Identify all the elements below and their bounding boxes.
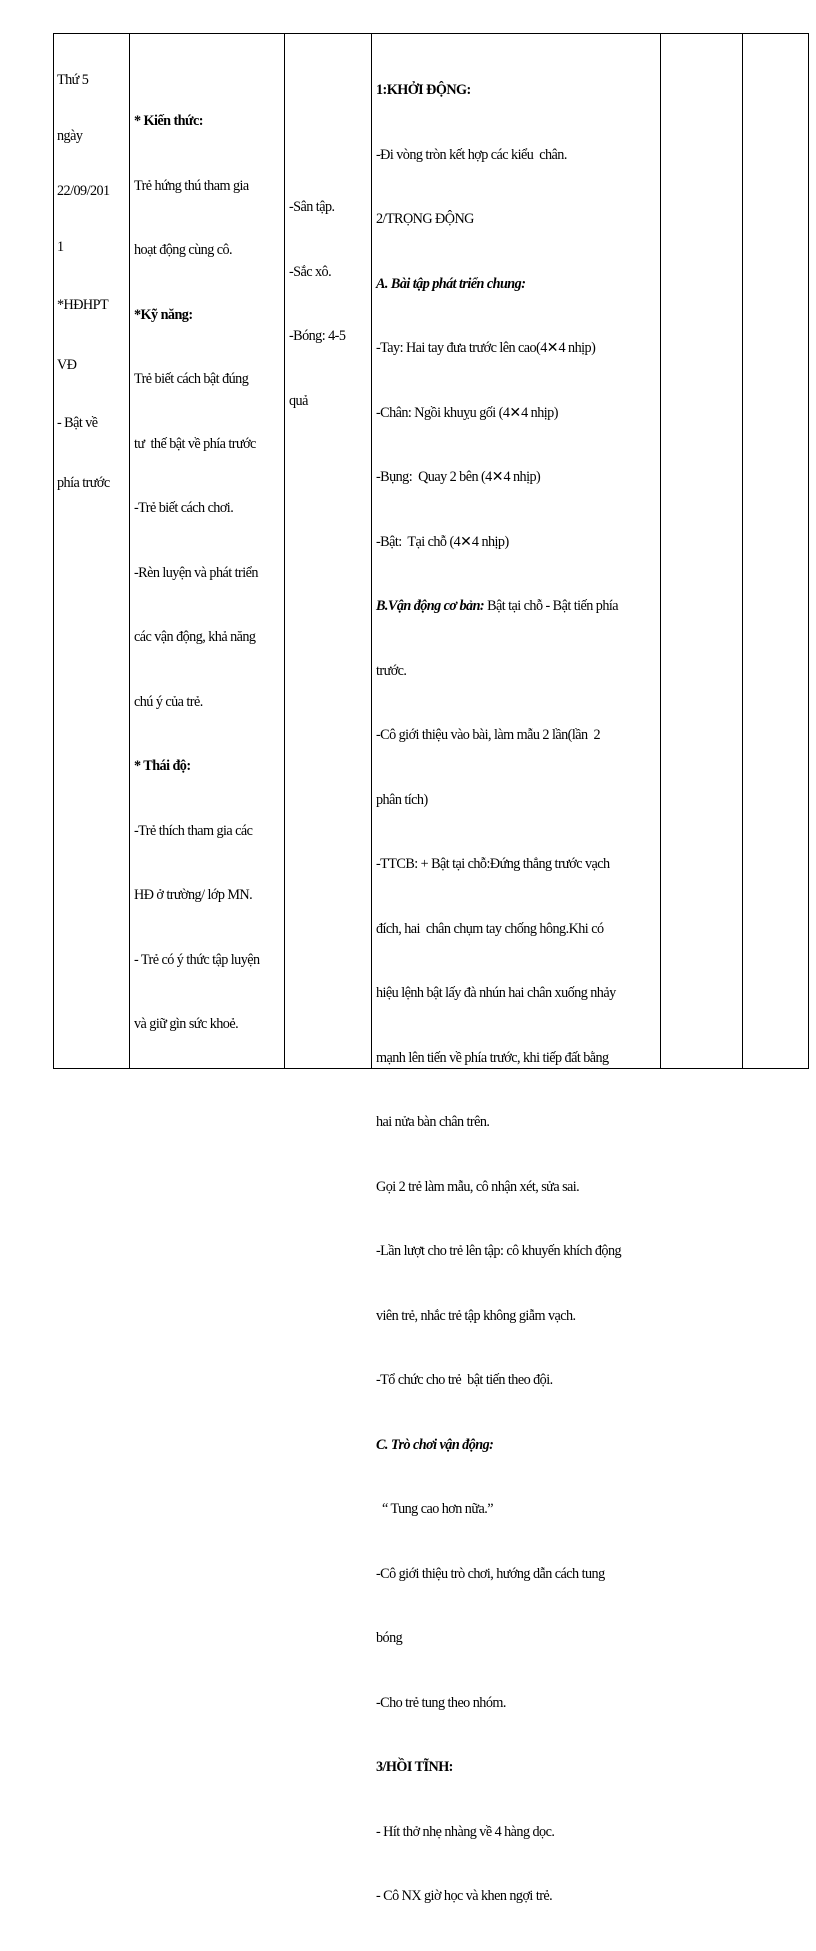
text-line: phía trước [57, 475, 110, 491]
text-line: -TTCB: + Bật tại chỗ:Đứng thẳng trước vạch [376, 856, 610, 872]
text-line: -Trẻ biết cách chơi. [134, 500, 234, 516]
text-line: -Đi vòng tròn kết hợp các kiểu chân. [376, 146, 567, 163]
materials-column [285, 34, 372, 1068]
line-part: Bật tại chỗ - Bật tiến phía [484, 598, 619, 614]
text-line: -Sắc xô. [289, 263, 332, 280]
line-part: 4 nhịp) [558, 340, 596, 356]
text-line: Gọi 2 trẻ làm mẫu, cô nhận xét, sửa sai. [376, 1178, 580, 1195]
heading-game: C. Trò chơi vận động: [376, 1436, 494, 1453]
text-line: HĐ ở trường/ lớp MN. [134, 887, 253, 903]
text-line: hai nửa bàn chân trên. [376, 1114, 490, 1130]
text-line: Thứ 5 [57, 72, 89, 88]
date-activity-column [54, 34, 130, 1068]
heading-cooldown: 3/HỒI TĨNH: [376, 1759, 453, 1775]
text-line: đích, hai chân chụm tay chống hông.Khi có [376, 920, 604, 937]
empty-column-6 [743, 34, 810, 1068]
text-line: -Cho trẻ tung theo nhóm. [376, 1694, 506, 1711]
text-line [376, 403, 621, 425]
lesson-table [53, 33, 809, 1904]
text-line: chú ý của trẻ. [134, 693, 203, 710]
procedure-column [372, 34, 661, 1904]
line-part: -Tay: Hai tay đưa trước lên cao(4 [376, 340, 547, 356]
text-line: viên trẻ, nhắc trẻ tập không giẫm vạch. [376, 1307, 576, 1324]
materials-text [289, 154, 345, 455]
times-icon: ✕ [491, 469, 504, 485]
text-line: -Trẻ thích tham gia các [134, 822, 253, 839]
text-line: -Tổ chức cho trẻ bật tiến theo đội. [376, 1372, 553, 1388]
text-line: phân tích) [376, 791, 428, 808]
times-icon: ✕ [546, 340, 559, 356]
text-line [376, 596, 621, 618]
line-part: -Chân: Ngồi khuỵu gối (4 [376, 404, 510, 421]
text-line [376, 467, 621, 489]
heading-general-exercise: A. Bài tập phát triển chung: [376, 275, 526, 292]
date-activity-text [57, 34, 110, 532]
procedure-text [376, 37, 621, 1951]
text-line: 1 [57, 238, 64, 255]
text-line [376, 532, 621, 554]
text-line: mạnh lên tiến về phía trước, khi tiếp đất bằng [376, 1049, 609, 1066]
text-line: tư thế bật về phía trước [134, 435, 256, 452]
line-part: -Bật: Tại chỗ (4 [376, 533, 461, 550]
text-line: - Hít thở nhẹ nhàng về 4 hàng dọc. [376, 1823, 555, 1840]
times-icon: ✕ [509, 404, 522, 421]
text-line: - Trẻ có ý thức tập luyện [134, 951, 260, 968]
text-line: các vận động, khả năng [134, 629, 256, 645]
text-line: -Cô giới thiệu trò chơi, hướng dẫn cách tung [376, 1565, 605, 1582]
objectives-column [130, 34, 285, 1068]
text-line: VĐ [57, 357, 77, 373]
text-line: - Cô NX giờ học và khen ngợi trẻ. [376, 1888, 553, 1904]
text-line: quả [289, 392, 308, 409]
text-line: trước. [376, 662, 407, 679]
line-part: 4 nhịp) [503, 469, 541, 485]
text-line: bóng [376, 1630, 403, 1646]
text-line: -Sân tập. [289, 199, 335, 215]
text-line [376, 338, 621, 360]
text-line: 22/09/201 [57, 183, 110, 199]
text-line: *HĐHPT [57, 297, 109, 313]
heading-basic-movement: B.Vận động cơ bản: [376, 598, 485, 614]
times-icon: ✕ [460, 533, 472, 550]
line-part: -Bụng: Quay 2 bên (4 [376, 469, 492, 485]
text-line: - Bật về [57, 415, 98, 431]
text-line: ngày [57, 127, 83, 144]
text-line: và giữ gìn sức khoẻ. [134, 1016, 239, 1032]
line-part: 4 nhịp) [521, 404, 558, 421]
text-line: Trẻ hứng thú tham gia [134, 177, 249, 194]
heading-skills: *Kỹ năng: [134, 306, 193, 323]
text-line: “ Tung cao hơn nữa.” [376, 1501, 493, 1517]
text-line: hoạt động cùng cô. [134, 242, 233, 258]
text-line: -Cô giới thiệu vào bài, làm mẫu 2 lần(lần 2 [376, 727, 601, 743]
empty-column-5 [661, 34, 743, 1068]
heading-warmup: 1:KHỞI ĐỘNG: [376, 82, 471, 98]
text-line: -Bóng: 4-5 [289, 328, 346, 344]
text-line: -Rèn luyện và phát triển [134, 564, 258, 581]
text-line: hiệu lệnh bật lấy đà nhún hai chân xuống nhảy [376, 985, 616, 1001]
text-line: -Lần lượt cho trẻ lên tập: cô khuyến khích động [376, 1243, 622, 1259]
heading-main: 2/TRỌNG ĐỘNG [376, 211, 474, 227]
heading-attitude: * Thái độ: [134, 758, 191, 774]
line-part: 4 nhịp) [471, 533, 509, 550]
objectives-text [134, 68, 260, 1079]
text-line: Trẻ biết cách bật đúng [134, 371, 249, 387]
heading-knowledge: * Kiến thức: [134, 113, 203, 129]
